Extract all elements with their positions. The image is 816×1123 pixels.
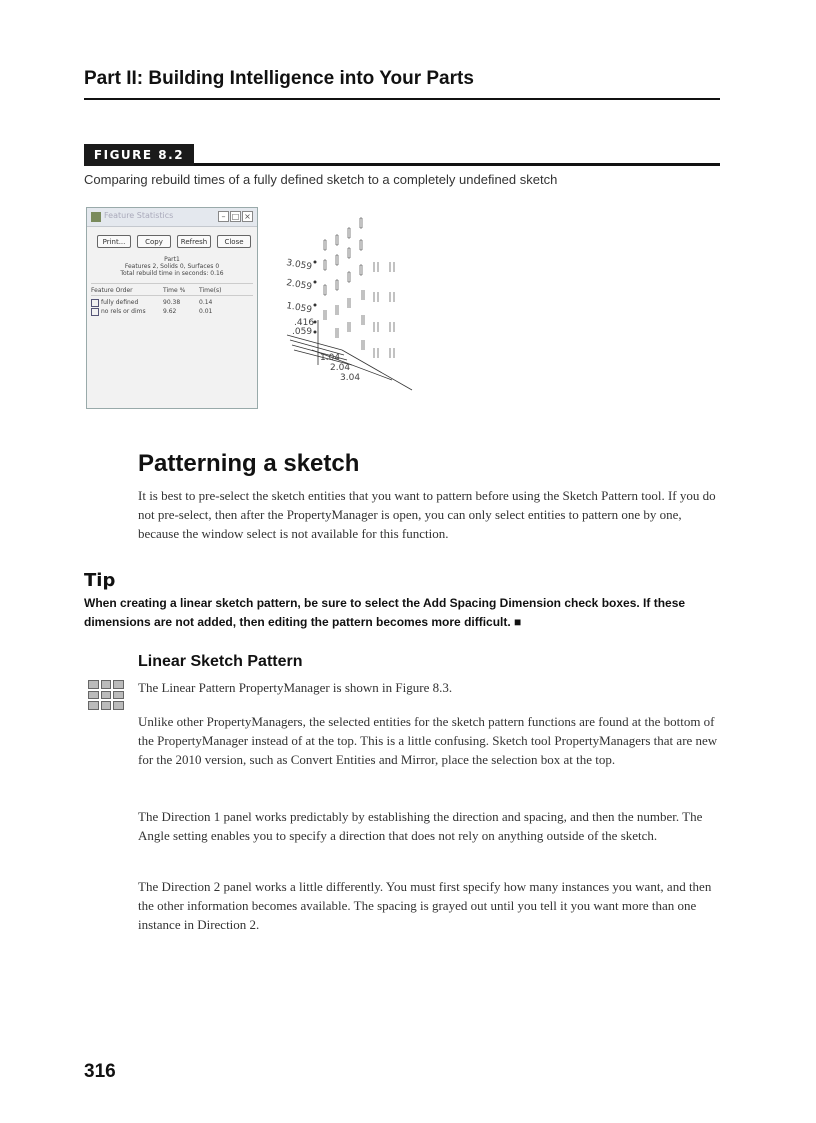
sketch-pattern-illustration xyxy=(282,210,422,410)
page-number: 316 xyxy=(84,1061,116,1082)
dialog-button-row xyxy=(97,235,251,248)
sketch-icon xyxy=(91,308,99,316)
dimension-label: 3.059 xyxy=(285,258,313,273)
print-button: Print... xyxy=(97,235,131,248)
header-rule xyxy=(84,98,720,100)
figure-label: FIGURE 8.2 xyxy=(84,144,194,166)
dimension-label: 3.04 xyxy=(340,373,361,383)
time-percent: 9.62 xyxy=(163,308,177,315)
dimension-label: 2.04 xyxy=(330,363,351,373)
dialog-separator xyxy=(91,283,253,284)
dimension-label: 1.04 xyxy=(320,353,341,363)
figure-rule xyxy=(194,163,720,166)
tip-text: When creating a linear sketch pattern, be sure to select the Add Spacing Dimension check boxes. If these dimensions are not added, then editing the pattern becomes more difficult. ■ xyxy=(84,596,686,629)
running-head: Part II: Building Intelligence into Your Parts xyxy=(84,68,474,89)
feature-summary: Features 2, Solids 0, Surfaces 0 xyxy=(124,263,220,270)
feature-name: no rels or dims xyxy=(101,308,146,315)
close-button: Close xyxy=(217,235,251,248)
minimize-icon: – xyxy=(218,211,229,222)
time-percent: 90.38 xyxy=(163,299,181,306)
total-rebuild-time: Total rebuild time in seconds: 0.16 xyxy=(120,270,224,277)
header-time-seconds: Time(s) xyxy=(199,287,222,294)
dimension-label: .059 xyxy=(292,327,313,337)
linear-pattern-icon xyxy=(88,680,124,710)
header-feature-order: Feature Order xyxy=(91,287,133,294)
refresh-button: Refresh xyxy=(177,235,211,248)
table-row xyxy=(91,298,253,307)
maximize-icon: □ xyxy=(231,212,240,221)
app-icon xyxy=(91,212,101,222)
close-icon: × xyxy=(242,211,253,222)
feature-statistics-dialog xyxy=(86,207,258,409)
dimension-label: 2.059 xyxy=(285,278,313,293)
copy-button: Copy xyxy=(137,235,171,248)
time-seconds: 0.01 xyxy=(199,308,213,315)
dialog-title: Feature Statistics xyxy=(104,211,174,220)
time-seconds: 0.14 xyxy=(199,299,213,306)
body-paragraph: The Linear Pattern PropertyManager is shown in Figure 8.3. xyxy=(138,680,453,695)
table-row xyxy=(91,307,253,316)
body-paragraph: The Direction 2 panel works a little differently. You must first specify how many instances you want, and then the other information becomes available. The spacing is grayed out until you tell it you want more than one instance in Direction 2. xyxy=(138,879,712,932)
body-paragraph: The Direction 1 panel works predictably by establishing the direction and spacing, and then the number. The Angle setting enables you to specify a direction that does not rely on anything outside of the sketch. xyxy=(138,809,703,843)
part-name: Part1 xyxy=(164,256,180,263)
sketch-icon xyxy=(91,299,99,307)
tip-heading: Tip xyxy=(84,570,116,591)
statistics-table xyxy=(91,286,253,316)
dialog-title-bar xyxy=(87,208,257,227)
section-heading: Patterning a sketch xyxy=(138,450,360,477)
table-header xyxy=(91,286,253,296)
dialog-info xyxy=(87,256,257,277)
figure-caption: Comparing rebuild times of a fully defined sketch to a completely undefined sketch xyxy=(84,172,558,187)
subsection-heading: Linear Sketch Pattern xyxy=(138,653,303,670)
feature-name: fully defined xyxy=(101,299,139,306)
dimension-label: .416 xyxy=(294,318,315,328)
section-paragraph: It is best to pre-select the sketch entities that you want to pattern before using the Sketch Pattern tool. If you do not pre-select, then after the PropertyManager is open, you can only select entities to pattern one by one, because the window select is not available for this function. xyxy=(138,488,716,541)
dimension-label: 1.059 xyxy=(285,301,313,316)
body-paragraph: Unlike other PropertyManagers, the selected entities for the sketch pattern functions are found at the bottom of the PropertyManager instead of at the top. This is a little confusing. Sketch tool PropertyManagers that are new for the 2010 version, such as Convert Entities and Mirror, place the selection box at the top. xyxy=(138,714,718,767)
header-time-percent: Time % xyxy=(163,287,186,294)
